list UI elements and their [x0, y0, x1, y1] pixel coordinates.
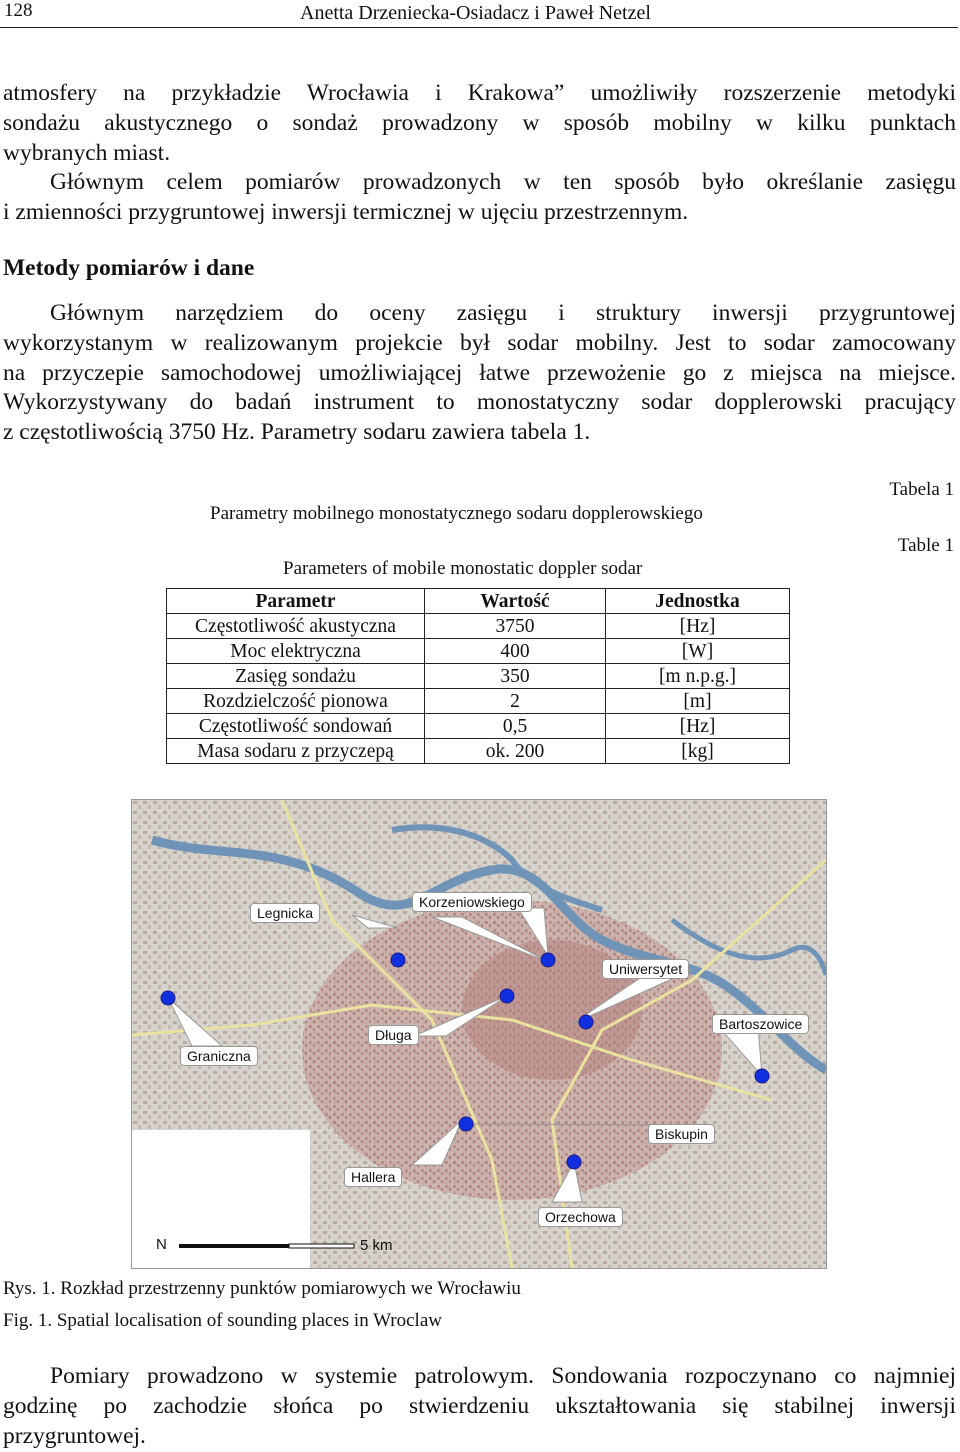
table-cell: 2 [425, 689, 606, 714]
table-caption-en: Parameters of mobile monostatic doppler sodar [283, 558, 643, 579]
table-cell: [m] [606, 689, 790, 714]
goal-paragraph [3, 168, 956, 228]
map-label-legnicka: Legnicka [250, 903, 320, 923]
text-line: godzinę po zachodzie słońca po stwierdzeniu ukształtowania się stabilnej inwersji [3, 1392, 956, 1419]
table-number-en: Table 1 [897, 535, 954, 556]
table-cell: 400 [425, 639, 606, 664]
text-line: Wykorzystywany do badań instrument to monostatyczny sodar dopplerowski pracujący [3, 389, 956, 416]
map-label-graniczna: Graniczna [180, 1046, 258, 1066]
table-cell: Częstotliwość sondowań [167, 714, 425, 739]
wroclaw-map [131, 799, 827, 1269]
table-row [167, 639, 790, 664]
north-arrow-icon: N [156, 1236, 167, 1253]
table-cell: [W] [606, 639, 790, 664]
text-line: wykorzystanym w realizowanym projekcie był sodar mobilny. Jest to sodar zamocowany [3, 329, 956, 356]
text-line: z częstotliwością 3750 Hz. Parametry sodaru zawiera tabela 1. [3, 419, 591, 446]
table-cell: Moc elektryczna [167, 639, 425, 664]
figure-caption-en: Fig. 1. Spatial localisation of sounding places in Wroclaw [3, 1310, 442, 1331]
table-cell: [Hz] [606, 714, 790, 739]
table-cell: Rozdzielczość pionowa [167, 689, 425, 714]
map-label-hallera: Hallera [344, 1167, 402, 1187]
table-cell: [kg] [606, 739, 790, 764]
map-graphic [132, 800, 826, 1268]
text-line: Głównym narzędziem do oceny zasięgu i struktury inwersji przygruntowej [50, 300, 956, 326]
text-line: i zmienności przygruntowej inwersji termicznej w ujęciu przestrzennym. [3, 198, 689, 225]
table-row [167, 689, 790, 714]
table-cell: Częstotliwość akustyczna [167, 614, 425, 639]
table-cell: 350 [425, 664, 606, 689]
page-header [0, 0, 960, 30]
text-line: przygruntowej. [3, 1422, 146, 1449]
figure-caption-pl: Rys. 1. Rozkład przestrzenny punktów pomiarowych we Wrocławiu [3, 1278, 521, 1299]
header-rule [0, 27, 958, 28]
column-header: Parametr [167, 589, 425, 614]
scale-bar [179, 1244, 354, 1248]
map-label-orzechowa: Orzechowa [538, 1207, 623, 1227]
table-cell: Masa sodaru z przyczepą [167, 739, 425, 764]
scale-label: 5 km [360, 1237, 393, 1254]
text-line: wybranych miast. [3, 139, 171, 166]
table-cell: 0,5 [425, 714, 606, 739]
column-header: Wartość [425, 589, 606, 614]
page-number: 128 [4, 0, 33, 21]
table-cell: [Hz] [606, 614, 790, 639]
table-number-pl: Tabela 1 [889, 479, 954, 500]
text-line: Pomiary prowadzono w systemie patrolowym. Sondowania rozpoczynano co najmniej [50, 1363, 956, 1389]
table-caption-pl: Parametry mobilnego monostatycznego sodaru dopplerowskiego [210, 503, 703, 524]
map-label-korzeniowskiego: Korzeniowskiego [412, 892, 532, 912]
text-line: Głównym celem pomiarów prowadzonych w ten sposób było określanie zasięgu [50, 169, 956, 195]
text-line: atmosfery na przykładzie Wrocławia i Krakowa” umożliwiły rozszerzenie metodyki [3, 80, 956, 106]
methods-paragraph [3, 299, 956, 448]
table-row [167, 714, 790, 739]
map-label-bartoszowice: Bartoszowice [712, 1014, 809, 1034]
table-cell: [m n.p.g.] [606, 664, 790, 689]
running-head-authors: Anetta Drzeniecka-Osiadacz i Paweł Netzel [300, 2, 651, 24]
intro-paragraph [3, 79, 956, 168]
map-label-dluga: Długa [368, 1025, 419, 1045]
section-heading: Metody pomiarów i dane [3, 255, 255, 281]
table-cell: Zasięg sondażu [167, 664, 425, 689]
table-row [167, 739, 790, 764]
table-row [167, 614, 790, 639]
map-label-biskupin: Biskupin [648, 1124, 715, 1144]
column-header: Jednostka [606, 589, 790, 614]
text-line: sondażu akustycznego o sondaż prowadzony w sposób mobilny w kilku punktach [3, 109, 956, 136]
table-row [167, 664, 790, 689]
text-line: na przyczepie samochodowej umożliwiającej łatwe przewożenie go z miejsca na miejsce. [3, 359, 956, 386]
parameters-table [166, 588, 790, 764]
table-cell: ok. 200 [425, 739, 606, 764]
final-paragraph [3, 1362, 956, 1451]
table-header-row [167, 589, 790, 614]
map-label-uniwersytet: Uniwersytet [602, 959, 689, 979]
table-cell: 3750 [425, 614, 606, 639]
